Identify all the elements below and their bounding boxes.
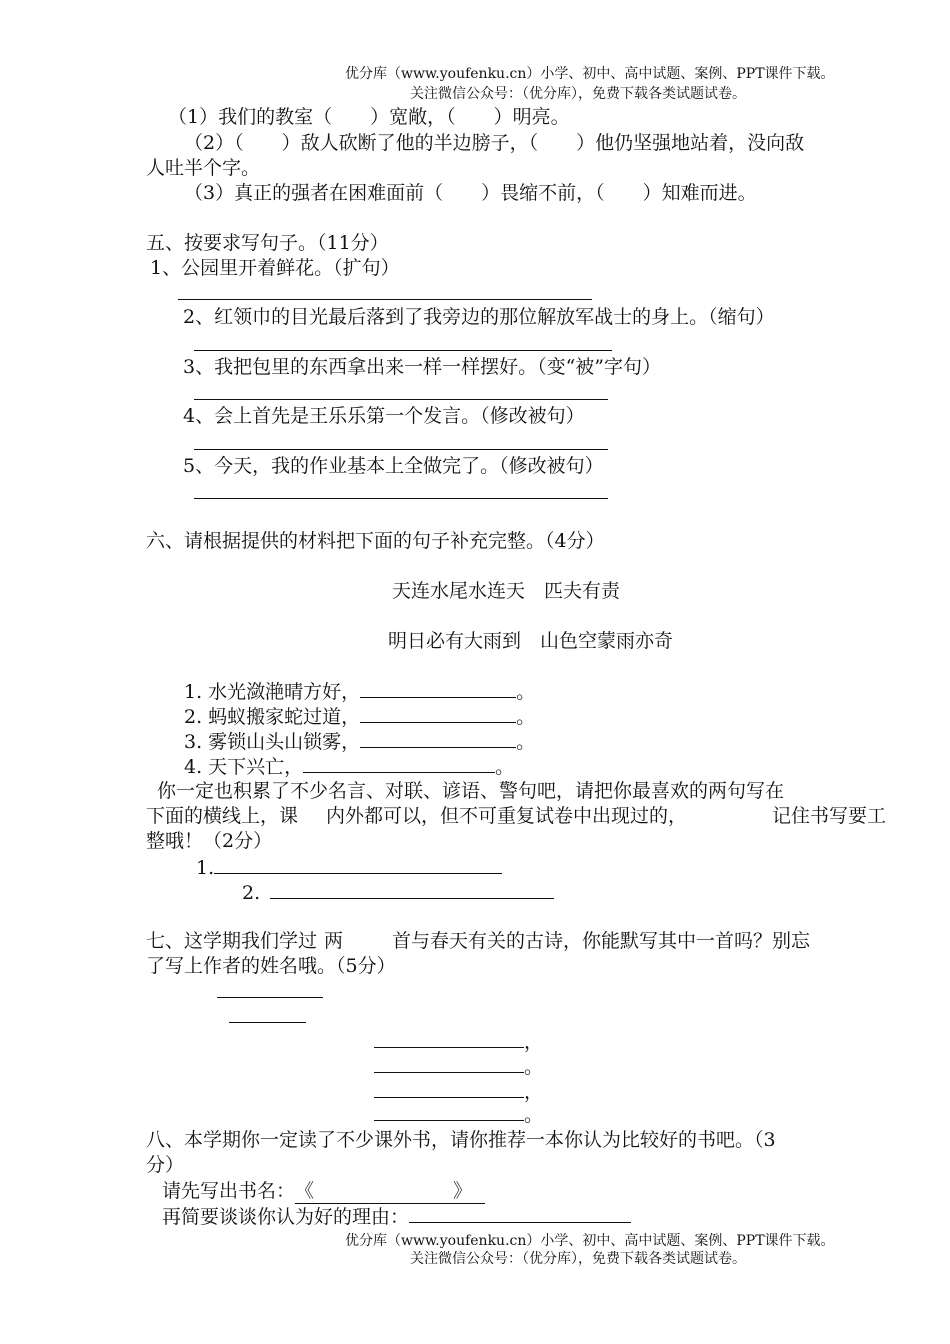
s7-line-1c: 首与春天有关的古诗，你能默写其中一首吗？别忘 <box>392 930 811 952</box>
s6-title: 六、请根据提供的材料把下面的句子补充完整。（4分） <box>146 530 605 552</box>
s5-answer-line-2[interactable] <box>194 350 612 351</box>
s6-fill-item-1 <box>184 680 535 704</box>
s6-answer-blank-2[interactable] <box>270 881 554 899</box>
footer-line-2: 关注微信公众号：（优分库），免费下载各类试题试卷。 <box>410 1251 746 1267</box>
s6-answer-1 <box>196 856 502 880</box>
s6-para-line-1: 你一定也积累了不少名言、对联、谚语、警句吧，请把你最喜欢的两句写在 <box>157 780 785 802</box>
s6-answer-label-2: 2. <box>242 882 261 904</box>
s7-author-line[interactable] <box>229 1022 306 1023</box>
s6-fill-end-2: 。 <box>516 706 536 728</box>
s4-item-1: （1）我们的教室（ ）宽敞，（ ）明亮。 <box>168 106 570 128</box>
s7-poem-line-3 <box>374 1080 543 1104</box>
s5-item-4: 4、会上首先是王乐乐第一个发言。（修改被句） <box>183 405 585 427</box>
s8-reason-blank[interactable] <box>409 1205 631 1223</box>
s7-poem-mark-2: 。 <box>524 1056 544 1078</box>
s6-fill-text-4: 4. 天下兴亡， <box>184 756 304 778</box>
s5-item-5: 5、今天，我的作业基本上全做完了。（修改被句） <box>183 455 604 477</box>
s6-answer-2 <box>242 881 554 905</box>
s6-fill-end-3: 。 <box>516 731 536 753</box>
s7-poem-blank-1[interactable] <box>374 1030 524 1048</box>
s7-title-line[interactable] <box>217 997 323 998</box>
s8-reason-prompt: 再简要谈谈你认为好的理由： <box>162 1206 410 1228</box>
s6-para-line-2a: 下面的横线上，课 <box>146 805 299 827</box>
s6-fill-item-2 <box>184 705 535 729</box>
s5-answer-line-5[interactable] <box>194 498 608 499</box>
s7-poem-mark-4: 。 <box>524 1104 544 1126</box>
s8-reason-row <box>162 1205 631 1229</box>
s5-answer-line-3[interactable] <box>194 399 608 400</box>
s6-fill-item-3 <box>184 730 535 754</box>
s5-title: 五、按要求写句子。（11分） <box>146 232 389 254</box>
s6-fill-blank-3[interactable] <box>360 730 516 748</box>
s6-materials-row-1: 天连水尾水连天 匹夫有责 <box>392 580 621 602</box>
s6-fill-item-4 <box>184 755 514 779</box>
s6-para-line-3: 整哦！（2分） <box>146 830 273 852</box>
s7-poem-line-1 <box>374 1030 543 1054</box>
s6-fill-end-4: 。 <box>495 756 515 778</box>
s7-poem-line-2 <box>374 1055 543 1079</box>
s8-line-1: 八、本学期你一定读了不少课外书，请你推荐一本你认为比较好的书吧。（3 <box>146 1129 776 1151</box>
s6-fill-end-1: 。 <box>516 681 536 703</box>
s6-fill-text-2: 2. 蚂蚁搬家蛇过道， <box>184 706 361 728</box>
s7-poem-mark-1: ， <box>524 1031 544 1053</box>
s7-poem-line-4 <box>374 1103 543 1127</box>
s5-item-2: 2、红领巾的目光最后落到了我旁边的那位解放军战士的身上。（缩句） <box>183 306 775 328</box>
s6-fill-blank-1[interactable] <box>360 680 516 698</box>
s4-item-2-cont: 人吐半个字。 <box>146 157 261 179</box>
s6-para-line-2c: 记住书写要工 <box>772 805 887 827</box>
s4-item-3: （3）真正的强者在困难面前（ ）畏缩不前，（ ）知难而进。 <box>184 182 757 204</box>
s5-item-1: 1、公园里开着鲜花。（扩句） <box>150 257 400 279</box>
s7-poem-blank-2[interactable] <box>374 1055 524 1073</box>
header-line-2: 关注微信公众号：（优分库），免费下载各类试题试卷。 <box>410 86 746 102</box>
s4-item-2: （2）（ ）敌人砍断了他的半边膀子，（ ）他仍坚强地站着，没向敌 <box>184 132 805 154</box>
s6-answer-label-1: 1. <box>196 857 215 879</box>
s7-poem-mark-3: ， <box>524 1081 544 1103</box>
s5-item-3: 3、我把包里的东西拿出来一样一样摆好。（变“被”字句） <box>183 356 662 378</box>
s8-book-title-field[interactable] <box>295 1180 485 1204</box>
s6-fill-text-1: 1. 水光潋滟晴方好， <box>184 681 361 703</box>
footer-line-1: 优分库（www.youfenku.cn）小学、初中、高中试题、案例、PPT课件下载。 <box>345 1233 835 1249</box>
s5-answer-line-1[interactable] <box>178 299 592 300</box>
s6-para-line-2b: 内外都可以，但不可重复试卷中出现过的， <box>326 805 688 827</box>
s8-book-close: 》 <box>453 1180 473 1202</box>
s7-line-1a: 七、这学期我们学过 <box>146 930 318 952</box>
s7-line-2: 了写上作者的姓名哦。（5分） <box>146 955 396 977</box>
s6-fill-text-3: 3. 雾锁山头山锁雾， <box>184 731 361 753</box>
s7-line-1b: 两 <box>324 930 344 952</box>
s6-materials-row-2: 明日必有大雨到 山色空蒙雨亦奇 <box>388 630 674 652</box>
s8-book-open: 《 <box>295 1180 315 1202</box>
s8-book-row <box>162 1180 485 1204</box>
s6-answer-blank-1[interactable] <box>214 856 502 874</box>
s5-answer-line-4[interactable] <box>194 449 608 450</box>
s7-poem-blank-3[interactable] <box>374 1080 524 1098</box>
s7-poem-blank-4[interactable] <box>374 1103 524 1121</box>
s8-line-2: 分） <box>146 1154 185 1176</box>
s6-fill-blank-4[interactable] <box>303 755 495 773</box>
s8-book-prompt: 请先写出书名： <box>162 1180 296 1202</box>
s6-fill-blank-2[interactable] <box>360 705 516 723</box>
header-line-1: 优分库（www.youfenku.cn）小学、初中、高中试题、案例、PPT课件下载。 <box>345 66 835 82</box>
